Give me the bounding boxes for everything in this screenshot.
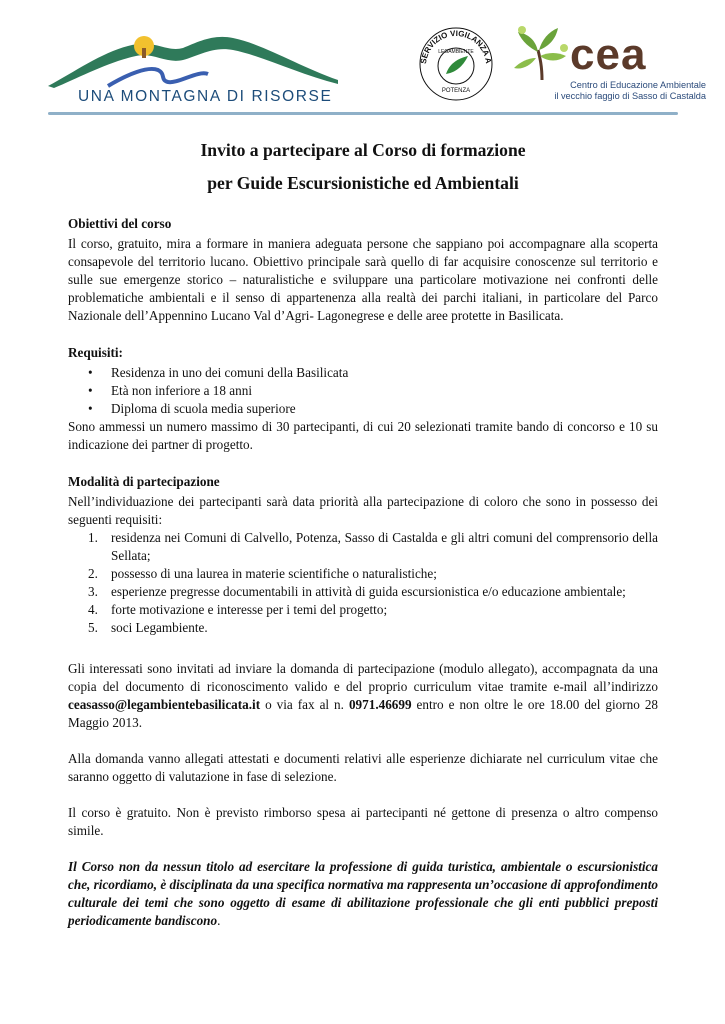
cea-logo <box>508 22 706 108</box>
invio-text-3: entro e non oltre le ore 18.00 del giorno 28 Maggio 2013. <box>68 697 659 730</box>
mountain-logo-icon <box>48 30 338 90</box>
modalita-intro: Nell’individuazione dei partecipanti sarà data priorità alla partecipazione di coloro che sono in possesso dei seguenti requisiti: <box>68 494 658 527</box>
list-item <box>68 583 658 601</box>
cea-wordmark: cea <box>570 30 647 79</box>
list-number: 4. <box>88 602 98 617</box>
list-item: • Età non inferiore a 18 anni <box>68 382 658 400</box>
list-number: 1. <box>88 530 98 545</box>
title-line-1: Invito a partecipare al Corso di formazione <box>200 140 526 160</box>
modalita-heading: Modalità di partecipazione <box>68 474 220 489</box>
modalita-list <box>68 529 658 637</box>
cea-subtitle-line1: Centro di Educazione Ambientale <box>570 80 706 90</box>
disclaimer-end: . <box>217 913 221 928</box>
requisiti-list <box>68 364 658 418</box>
list-number: 2. <box>88 566 98 581</box>
list-item-text: soci Legambiente. <box>111 620 208 635</box>
fax-number: 0971.46699 <box>348 697 412 712</box>
allegati-paragraph: Alla domanda vanno allegati attestati e documenti relativi alle esperienze dichiarate nel curriculum vitae che saranno oggetto di valutazione in fase di selezione. <box>68 751 658 784</box>
list-item <box>68 565 658 583</box>
obiettivi-heading: Obiettivi del corso <box>68 216 172 231</box>
vigilanza-seal-logo <box>416 22 496 102</box>
disclaimer-text: Il Corso non da nessun titolo ad esercitare la professione di guida turistica, ambientale o escursionistica che, ricordiamo, è disciplinata da una specifica normativa ma rappresenta un’occasione di approfondimento culturale dei temi che sono oggetto di esame di abilitazione professionale che gli enti pubblici preposti periodicamente bandiscono <box>68 859 658 928</box>
obiettivi-text: Il corso, gratuito, mira a formare in maniera adeguata persone che sappiano poi accompagnare alla scoperta consapevole del territorio lucano. Obiettivo principale sarà quello di far acquisire conoscenze sul territorio e sulle sue emergenze storico – naturalistiche e sviluppare una particolare motivazione nei confronti delle problematiche ambientali e il senso di appartenenza alla realtà dei parchi italiani, in particolare del Parco Nazionale dell’Appennino Lucano Val d’Agri- Lagonegrese e delle aree protette in Basilicata. <box>68 236 658 323</box>
title-line-2: per Guide Escursionistiche ed Ambientali <box>207 173 519 193</box>
list-item-text: residenza nei Comuni di Calvello, Potenza, Sasso di Castalda e gli altri comuni del comprensorio della Sellata; <box>111 530 658 563</box>
logo-left-text: UNA MONTAGNA DI RISORSE <box>78 88 333 105</box>
seal-inner-text: LEGAMBIENTE <box>438 49 474 55</box>
list-item-text: forte motivazione e interesse per i temi del progetto; <box>111 602 388 617</box>
cea-subtitle <box>516 80 706 102</box>
list-item-text: esperienze pregresse documentabili in attività di guida escursionistica e/o educazione ambientale; <box>111 584 626 599</box>
seal-icon <box>416 22 496 102</box>
page-header <box>0 0 725 125</box>
document-title <box>68 138 658 195</box>
requisiti-note: Sono ammessi un numero massimo di 30 partecipanti, di cui 20 selezionati tramite bando di concorso e 10 su indicazione dei partner di progetto. <box>68 419 658 452</box>
list-item-text: possesso di una laurea in materie scientifiche o naturalistiche; <box>111 566 437 581</box>
invio-text-1: Gli interessati sono invitati ad inviare la domanda di partecipazione (modulo allegato), accompagnata da una copia del documento di riconoscimento valido e del proprio curriculum vitae tramite e-mail all’indirizzo <box>68 661 658 694</box>
una-montagna-logo <box>48 30 338 105</box>
requisiti-heading: Requisiti: <box>68 345 123 360</box>
seal-ring-text: SERVIZIO VIGILANZA A <box>419 28 493 65</box>
list-item: • Diploma di scuola media superiore <box>68 400 658 418</box>
tree-leaves-icon <box>508 22 578 82</box>
header-divider <box>48 112 678 115</box>
gratuito-paragraph: Il corso è gratuito. Non è previsto rimborso spesa ai partecipanti né gettone di presenza o altro compenso simile. <box>68 805 658 838</box>
cea-subtitle-line2: il vecchio faggio di Sasso di Castalda <box>554 91 706 101</box>
disclaimer-paragraph <box>68 858 658 930</box>
document-body <box>68 138 658 930</box>
seal-city-text: POTENZA <box>441 88 471 94</box>
list-number: 5. <box>88 620 98 635</box>
invio-text-2: o via fax al n. <box>260 697 349 712</box>
contact-email[interactable]: ceasasso@legambientebasilicata.it <box>68 697 261 712</box>
list-item: • Residenza in uno dei comuni della Basilicata <box>68 364 658 382</box>
list-item <box>68 619 658 637</box>
list-item <box>68 529 658 565</box>
invio-paragraph <box>68 660 658 732</box>
list-number: 3. <box>88 584 98 599</box>
list-item <box>68 601 658 619</box>
